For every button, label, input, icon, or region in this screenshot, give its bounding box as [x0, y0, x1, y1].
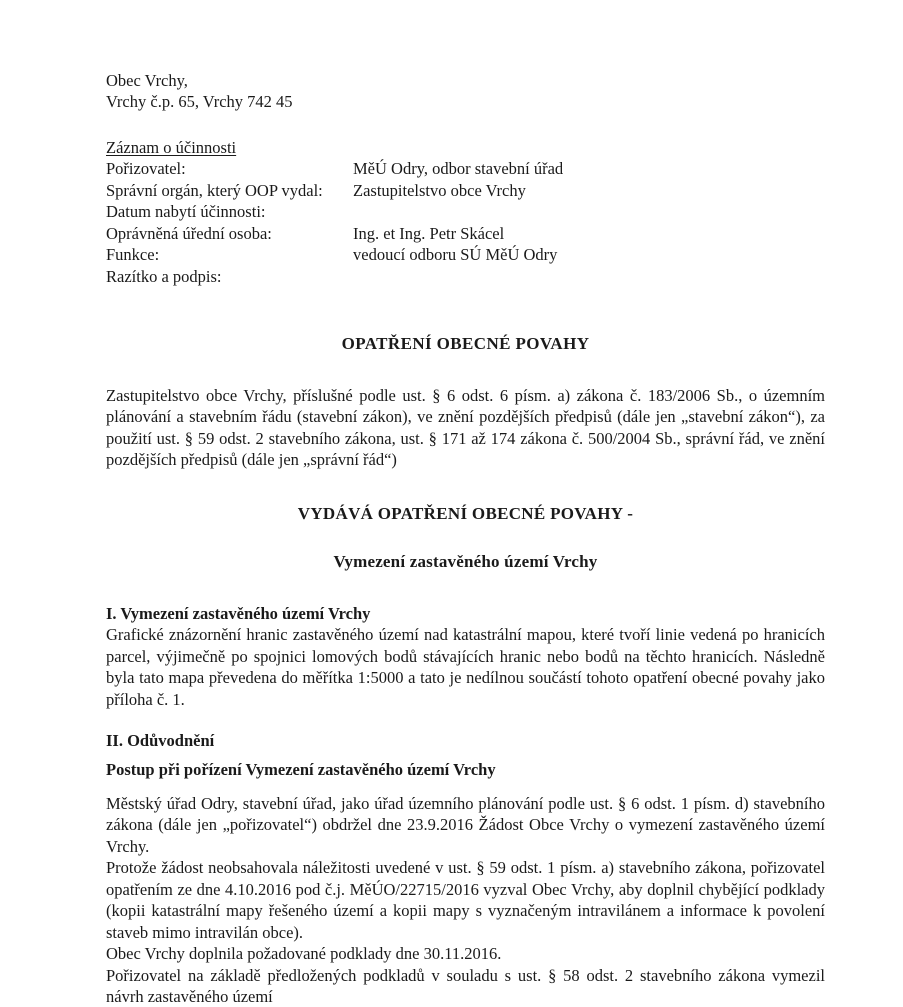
record-label-authorized-person: Oprávněná úřední osoba: — [106, 223, 272, 243]
issue-subheading: Vymezení zastavěného území Vrchy — [333, 551, 598, 571]
record-value-authorized-person: Ing. et Ing. Petr Skácel — [353, 223, 505, 243]
issue-heading: VYDÁVÁ OPATŘENÍ OBECNÉ POVAHY - — [297, 503, 634, 523]
section-1-paragraph: Grafické znázornění hranic zastavěného území nad katastrální mapou, které tvoří linie vedená po hranicích parcel, výjimečně po spojnici lomových bodů stávajících hranic nebo bodů na těchto hranicích. Následně byla tato mapa převedena do měřítka 1:5000 a tato je nedílnou součástí tohoto opatření obecné povahy jako příloha č. 1. — [106, 625, 825, 709]
spacer — [106, 355, 825, 385]
spacer — [106, 752, 825, 759]
record-label-function: Funkce: — [106, 245, 160, 265]
spacer — [106, 573, 825, 603]
record-of-effectiveness — [106, 137, 825, 287]
record-value-stamp-signature — [352, 266, 825, 287]
page-title: OPATŘENÍ OBECNÉ POVAHY — [341, 333, 590, 353]
record-label-effective-date: Datum nabytí účinnosti: — [106, 202, 266, 222]
section-2-heading: II. Odůvodnění — [106, 731, 215, 751]
record-table — [106, 158, 825, 287]
sender-address: Vrchy č.p. 65, Vrchy 742 45 — [106, 92, 293, 112]
table-row — [106, 201, 825, 222]
table-row — [106, 180, 825, 201]
record-label-authority: Správní orgán, který OOP vydal: — [106, 180, 323, 200]
spacer — [106, 710, 825, 730]
intro-paragraph: Zastupitelstvo obce Vrchy, příslušné podle ust. § 6 odst. 6 písm. a) zákona č. 183/2006 Sb., o územním plánování a stavebním řádu (stavební zákon), ve znění pozdějších předpisů (dále jen „stavební zákon“), za použití ust. § 59 odst. 2 stavebního zákona, ust. § 171 až 174 zákona č. 500/2004 Sb., správní řád, ve znění pozdějších předpisů (dále jen „správní řád“) — [106, 386, 825, 470]
record-value-acquirer: MěÚ Odry, odbor stavební úřad — [353, 159, 564, 179]
section-2-paragraph-4: Pořizovatel na základě předložených podkladů v souladu s ust. § 58 odst. 2 stavebního zákona vymezil návrh zastavěného území — [106, 965, 825, 1006]
table-row — [106, 266, 825, 287]
record-title: Záznam o účinnosti — [106, 137, 237, 157]
table-row — [106, 223, 825, 244]
record-value-authority: Zastupitelstvo obce Vrchy — [353, 180, 526, 200]
section-2-paragraph-1: Městský úřad Odry, stavební úřad, jako úřad územního plánování podle ust. § 6 odst. 1 písm. d) stavebního zákona (dále jen „pořizovatel“) obdržel dne 23.9.2016 Žádost Obce Vrchy o vymezení zastavěného území Vrchy. — [106, 794, 825, 856]
section-2-paragraph-3: Obec Vrchy doplnila požadované podklady dne 30.11.2016. — [106, 944, 502, 964]
document-body — [106, 70, 825, 1007]
spacer — [106, 780, 825, 793]
section-2-subheading: Postup při pořízení Vymezení zastavěného území Vrchy — [106, 759, 496, 779]
record-label-acquirer: Pořizovatel: — [106, 159, 186, 179]
section-1-heading: I. Vymezení zastavěného území Vrchy — [106, 603, 371, 623]
sender-block — [106, 70, 825, 113]
record-value-function: vedoucí odboru SÚ MěÚ Odry — [353, 245, 558, 265]
table-row — [106, 158, 825, 179]
sender-name: Obec Vrchy, — [106, 71, 188, 90]
record-label-stamp-signature: Razítko a podpis: — [106, 266, 222, 286]
section-2-paragraph-2: Protože žádost neobsahovala náležitosti uvedené v ust. § 59 odst. 1 písm. a) stavebního zákona, pořizovatel opatřením ze dne 4.10.2016 pod č.j. MěÚO/22715/2016 vyzval Obec Vrchy, aby doplnil chybějící podklady (kopii katastrální mapy řešeného území a kopii mapy s vyznačeným intravilánem a informace k povolení staveb mimo intravilán obce). — [106, 858, 825, 942]
table-row — [106, 244, 825, 265]
record-value-effective-date — [352, 201, 825, 222]
